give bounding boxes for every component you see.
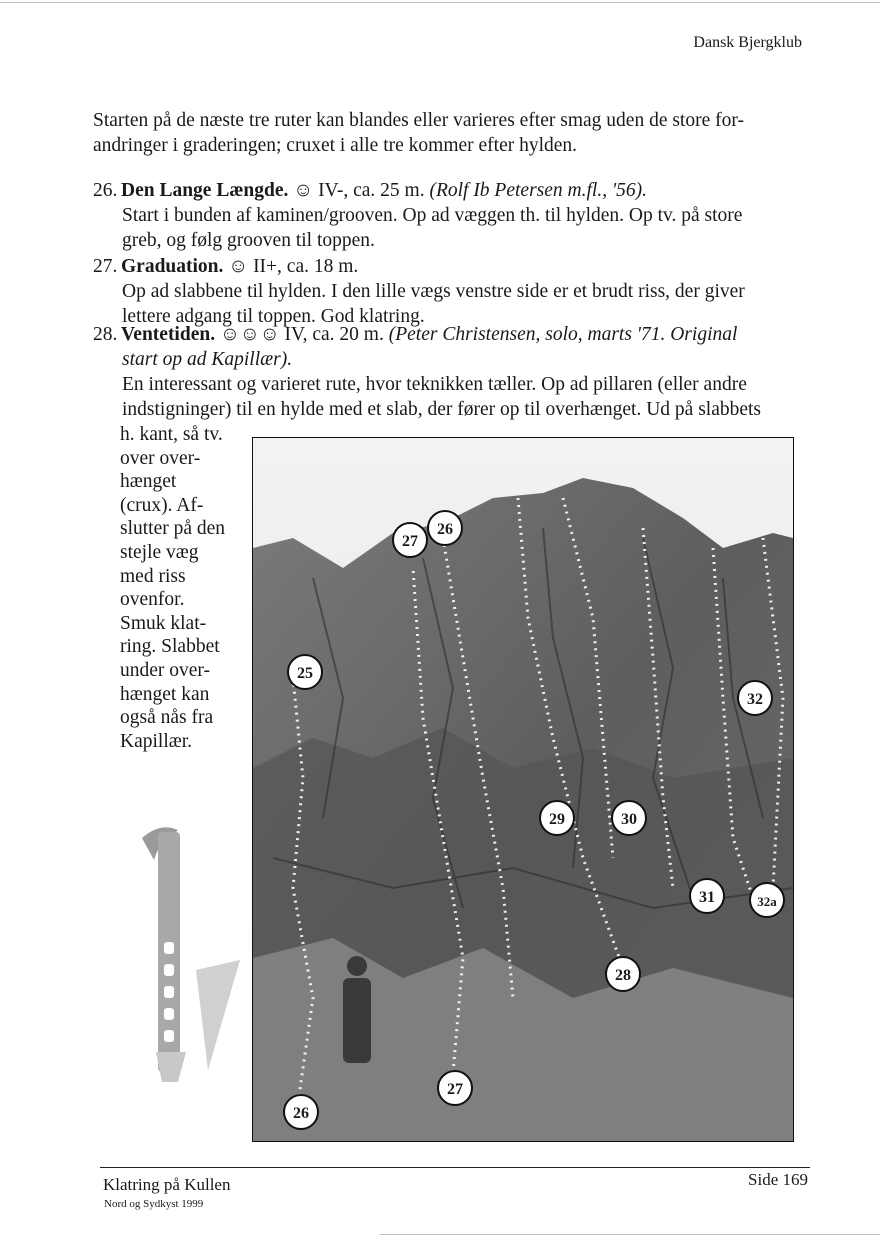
- route-26: [93, 178, 793, 253]
- route-description-line: Op ad slabbene til hylden. I den lille vægs venstre side er et brudt riss, der giver: [122, 281, 745, 302]
- route-name: Ventetiden.: [121, 324, 216, 345]
- crag-photo: [252, 437, 794, 1142]
- route-description-line: En interessant og varieret rute, hvor teknikken tæller. Op ad pillaren (eller andre: [122, 374, 747, 395]
- footer-book-subtitle: Nord og Sydkyst 1999: [104, 1198, 204, 1210]
- route-credit: (Rolf Ib Petersen m.fl., '56).: [429, 180, 647, 201]
- footer-rule: [100, 1167, 810, 1168]
- side-line: slutter på den: [120, 518, 226, 540]
- route-name: Graduation.: [121, 256, 224, 277]
- route-label-27-top: 27: [392, 522, 428, 558]
- side-line: h. kant, så tv.: [120, 424, 223, 445]
- side-line: Kapillær.: [120, 730, 193, 752]
- route-name: Den Lange Længde.: [121, 180, 289, 201]
- top-scan-line: [0, 2, 880, 3]
- route-label-31: 31: [689, 878, 725, 914]
- route-description-line: greb, og følg grooven til toppen.: [122, 230, 375, 251]
- route-label-27-bottom: 27: [437, 1070, 473, 1106]
- bottom-scan-line: [380, 1234, 880, 1235]
- side-line: ovenfor.: [120, 589, 185, 611]
- route-28: [93, 322, 793, 422]
- route-credit: (Peter Christensen, solo, marts '71. Original: [388, 324, 738, 345]
- route-label-29: 29: [539, 800, 575, 836]
- route-label-32a: 32a: [749, 882, 785, 918]
- side-line: med riss: [120, 565, 186, 587]
- route-27: [93, 254, 793, 329]
- route-label-25: 25: [287, 654, 323, 690]
- route-number: 26.: [93, 180, 118, 201]
- side-line: også nås fra: [120, 707, 214, 729]
- side-line: Smuk klat-: [120, 612, 207, 634]
- ice-axe-illustration-icon: [130, 820, 250, 1090]
- route-grade: ☺ II+, ca. 18 m.: [228, 256, 359, 277]
- side-line: stejle væg: [120, 541, 199, 563]
- footer-book-title: Klatring på Kullen: [103, 1175, 231, 1194]
- side-column-text: [120, 423, 248, 753]
- intro-paragraph: [93, 108, 793, 158]
- route-description-line: lettere adgang til toppen. God klatring.: [122, 306, 425, 327]
- side-line: hænget: [120, 471, 177, 493]
- route-description-line: indstigninger) til en hylde med et slab, der fører op til overhænget. Ud på slabbets: [122, 399, 762, 420]
- side-line: hænget kan: [120, 683, 210, 705]
- route-description-line: Start i bunden af kaminen/grooven. Op ad væggen th. til hylden. Op tv. på store: [122, 205, 743, 226]
- route-label-28: 28: [605, 956, 641, 992]
- route-credit-continued: start op ad Kapillær).: [122, 349, 293, 370]
- side-line: (crux). Af-: [120, 494, 204, 516]
- route-number: 27.: [93, 256, 118, 277]
- side-line: ring. Slabbet: [120, 636, 220, 658]
- route-label-26-top: 26: [427, 510, 463, 546]
- route-label-32: 32: [737, 680, 773, 716]
- route-number: 28.: [93, 324, 118, 345]
- side-line: under over-: [120, 659, 211, 681]
- route-grade: ☺☺☺ IV, ca. 20 m.: [219, 324, 384, 345]
- intro-line: andringer i graderingen; cruxet i alle tre kommer efter hylden.: [93, 135, 578, 156]
- footer-page-number: Side 169: [748, 1170, 808, 1189]
- side-line: over over-: [120, 447, 201, 469]
- route-label-30: 30: [611, 800, 647, 836]
- intro-line: Starten på de næste tre ruter kan blandes eller varieres efter smag uden de store for-: [93, 110, 744, 131]
- route-label-26-bottom: 26: [283, 1094, 319, 1130]
- running-header: Dansk Bjergklub: [693, 34, 802, 51]
- route-grade: ☺ IV-, ca. 25 m.: [293, 180, 425, 201]
- crag-photo-image: [253, 438, 793, 1141]
